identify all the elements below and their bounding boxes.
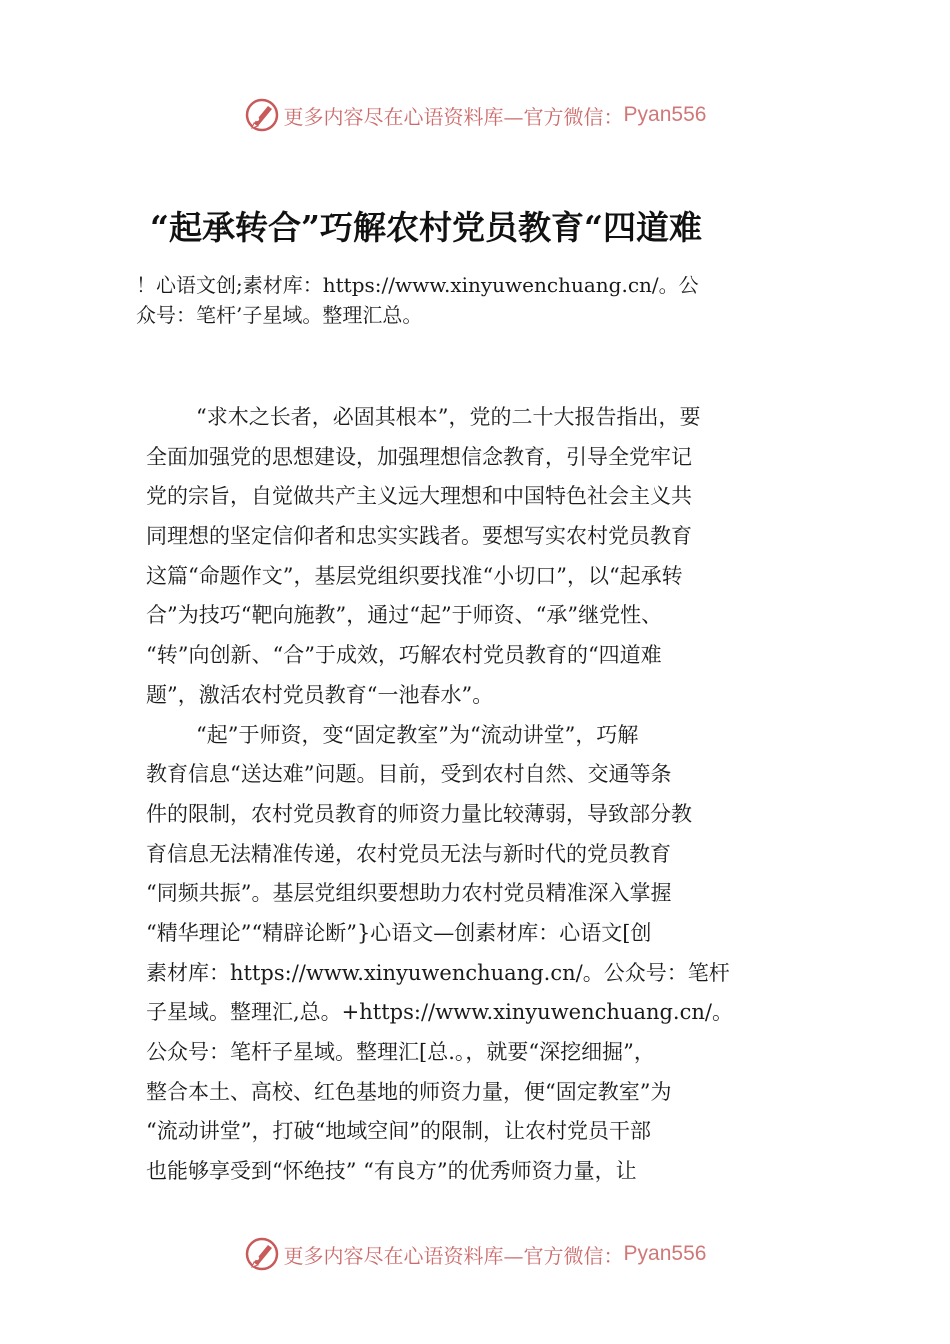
paragraph-line: 整合本土、高校、红色基地的师资力量，便“固定教室”为 xyxy=(146,1079,672,1104)
paragraph-line: 也能够享受到“怀绝技” “有良方”的优秀师资力量，让 xyxy=(146,1159,637,1184)
paragraph-line: 育信息无法精准传递，农村党员无法与新时代的党员教育 xyxy=(146,841,671,866)
pen-logo-icon xyxy=(244,97,280,133)
document-title: “起承转合”巧解农村党员教育“四道难 xyxy=(150,208,702,247)
paragraph-line: 公众号：笔杆子星域。整理汇[总.。，就要“深挖细掘”， xyxy=(146,1040,655,1064)
footer-banner xyxy=(0,1234,950,1274)
source-line: 众号：笔杆’子星域。整理汇总。 xyxy=(136,303,423,327)
paragraph-line: “起”于师资，变“固定教室”为“流动讲堂”，巧解 xyxy=(196,722,639,747)
article-body xyxy=(146,398,836,1192)
paragraph-line: 教育信息“送达难”问题。目前，受到农村自然、交通等条 xyxy=(146,762,672,787)
paragraph-line: “流动讲堂”，打破“地域空间”的限制，让农村党员干部 xyxy=(146,1119,651,1144)
banner-wechat-handle: Pyan556 xyxy=(623,103,707,126)
paragraph-line: 全面加强党的思想建设，加强理想信念教育，引导全党牢记 xyxy=(146,444,692,469)
paragraph-line: 这篇“命题作文”，基层党组织要找准“小切口”，以“起承转 xyxy=(146,563,683,588)
paragraph-line: 党的宗旨，自觉做共产主义远大理想和中国特色社会主义共 xyxy=(146,484,692,509)
banner-text: 更多内容尽在心语资料库—官方微信： xyxy=(283,1243,624,1268)
banner-wechat-handle: Pyan556 xyxy=(623,1242,707,1265)
paragraph-line: “求木之长者，必固其根本”，党的二十大报告指出，要 xyxy=(196,405,701,429)
pen-logo-icon xyxy=(244,1236,280,1272)
paragraph-line: “同频共振”。基层党组织要想助力农村党员精准深入掌握 xyxy=(146,881,672,906)
source-note xyxy=(136,270,826,330)
paragraph-line: “精华理论”“精辟论断”}心语文—创素材库：心语文[创 xyxy=(146,920,652,945)
paragraph-line: 同理想的坚定信仰者和忠实实践者。要想写实农村党员教育 xyxy=(146,524,692,549)
header-banner xyxy=(0,95,950,135)
paragraph-line: 合”为技巧“靶向施教”，通过“起”于师资、“承”继党性、 xyxy=(146,603,663,628)
paragraph-line: 件的限制，农村党员教育的师资力量比较薄弱，导致部分教 xyxy=(146,801,692,826)
paragraph-line: 素材库：https://www.xinyuwenchuang.cn/。公众号：笔杆 xyxy=(146,960,730,985)
paragraph-line: 题”，激活农村党员教育“一池春水”。 xyxy=(146,682,494,707)
paragraph-line: 子星域。整理汇,总。+https://www.xinyuwenchuang.cn/。 xyxy=(146,1000,733,1025)
paragraph-line: “转”向创新、“合”于成效，巧解农村党员教育的“四道难 xyxy=(146,643,662,668)
source-line: ！心语文创;素材库：https://www.xinyuwenchuang.cn/。公 xyxy=(136,273,699,297)
banner-text: 更多内容尽在心语资料库—官方微信： xyxy=(283,104,624,129)
